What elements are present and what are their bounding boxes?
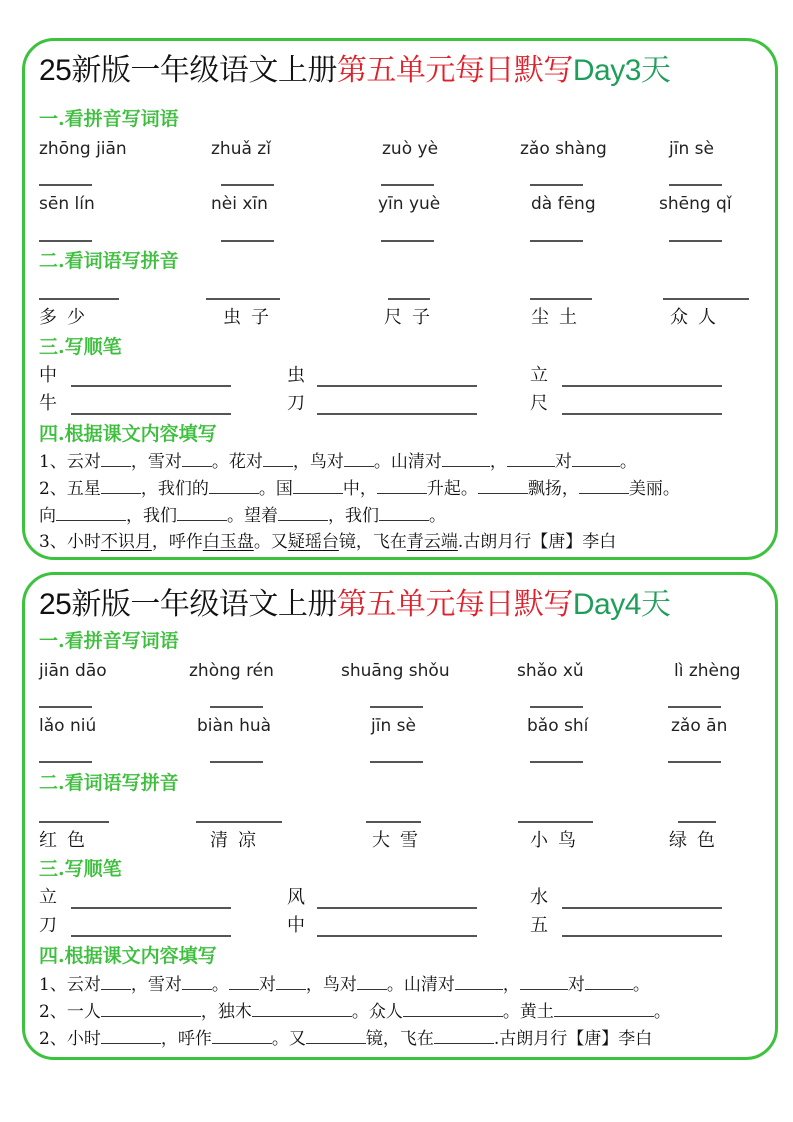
word-item: 尘土	[531, 307, 587, 328]
answer-blank[interactable]	[530, 706, 583, 708]
answer-blank[interactable]	[520, 972, 568, 990]
answer-blank[interactable]	[306, 1026, 366, 1044]
word-item: 红色	[39, 830, 95, 851]
stroke-blank[interactable]	[71, 385, 231, 387]
answer-blank[interactable]	[293, 476, 343, 494]
worksheet-day3	[22, 38, 778, 560]
stroke-blank[interactable]	[71, 413, 231, 415]
answer-blank[interactable]	[381, 184, 434, 186]
word-item: 众人	[670, 307, 726, 328]
answer-blank[interactable]	[196, 821, 282, 823]
stroke-char: 立	[530, 365, 548, 386]
stroke-blank[interactable]	[562, 413, 722, 415]
answer-blank[interactable]	[101, 972, 131, 990]
answer-blank[interactable]	[377, 476, 427, 494]
answer-blank[interactable]	[229, 972, 259, 990]
fill-line-2: 2、五星 ，我们的 。国 中， 升起。 飘扬， 美丽。	[39, 476, 680, 501]
pinyin-item: zhuǎ zǐ	[211, 139, 271, 159]
pinyin-item: jīn sè	[371, 716, 416, 736]
word-item: 绿色	[669, 830, 725, 851]
fill-line-4: 3、小时不识月，呼作白玉盘。又疑瑶台镜，飞在青云端.古朗月行【唐】李白	[39, 532, 617, 552]
answer-blank[interactable]	[252, 999, 352, 1017]
answer-blank[interactable]	[56, 503, 126, 521]
answer-blank[interactable]	[39, 184, 92, 186]
answer-blank[interactable]	[357, 972, 387, 990]
stroke-char: 牛	[39, 393, 57, 414]
stroke-char: 风	[287, 887, 305, 908]
answer-blank[interactable]	[669, 184, 722, 186]
pinyin-item: zǎo ān	[671, 716, 728, 736]
answer-blank[interactable]	[101, 476, 141, 494]
stroke-char: 五	[530, 915, 548, 936]
pinyin-item: zǎo shàng	[520, 139, 607, 159]
answer-blank[interactable]	[182, 449, 212, 467]
answer-blank[interactable]	[370, 761, 423, 763]
section-heading-fill-text: 四.根据课文内容填写	[39, 423, 217, 445]
answer-blank[interactable]	[101, 999, 201, 1017]
worksheet-day4	[22, 572, 778, 1060]
pinyin-item: biàn huà	[197, 716, 272, 736]
answer-blank[interactable]	[388, 298, 430, 300]
answer-blank[interactable]	[442, 449, 490, 467]
stroke-char: 立	[39, 887, 57, 908]
stroke-blank[interactable]	[317, 413, 477, 415]
section-heading-words-to-pinyin: 二.看词语写拼音	[39, 772, 179, 794]
answer-blank[interactable]	[344, 449, 374, 467]
answer-blank[interactable]	[221, 240, 274, 242]
answer-blank[interactable]	[455, 972, 503, 990]
answer-blank[interactable]	[518, 821, 593, 823]
section-heading-fill-text: 四.根据课文内容填写	[39, 945, 217, 967]
stroke-blank[interactable]	[562, 935, 722, 937]
section-heading-stroke-order: 三.写顺笔	[39, 858, 122, 880]
answer-blank[interactable]	[101, 1026, 161, 1044]
section-heading-stroke-order: 三.写顺笔	[39, 336, 122, 358]
word-item: 清凉	[210, 830, 266, 851]
answer-blank[interactable]	[478, 476, 528, 494]
word-item: 多少	[39, 307, 95, 328]
answer-blank[interactable]	[530, 761, 583, 763]
answer-blank[interactable]	[39, 761, 92, 763]
answer-blank[interactable]	[206, 298, 280, 300]
pinyin-item: sēn lín	[39, 194, 95, 214]
answer-blank[interactable]	[554, 999, 654, 1017]
answer-blank[interactable]	[530, 240, 583, 242]
answer-blank[interactable]	[585, 972, 633, 990]
title-prefix: 25新版一年级语文上册	[39, 588, 337, 621]
answer-blank[interactable]	[668, 761, 721, 763]
pinyin-item: lì zhèng	[674, 661, 741, 681]
stroke-blank[interactable]	[317, 385, 477, 387]
answer-blank[interactable]	[212, 1026, 272, 1044]
fill-line-1: 1、云对 ，雪对 。花对 ，鸟对 。山清对 ， 对 。	[39, 449, 637, 474]
answer-blank[interactable]	[263, 449, 293, 467]
answer-blank[interactable]	[381, 240, 434, 242]
section-heading-pinyin-to-words: 一.看拼音写词语	[39, 108, 179, 130]
answer-blank[interactable]	[221, 184, 274, 186]
pinyin-item: bǎo shí	[527, 716, 589, 736]
answer-blank[interactable]	[530, 298, 592, 300]
answer-blank[interactable]	[579, 476, 629, 494]
stroke-blank[interactable]	[562, 907, 722, 909]
pinyin-item: lǎo niú	[39, 716, 97, 736]
title-highlight: 第五单元每日默写	[336, 588, 573, 621]
section-heading-words-to-pinyin: 二.看词语写拼音	[39, 250, 179, 272]
fill-line-3: 向 ，我们 。望着 ，我们 。	[39, 503, 446, 528]
pinyin-item: dà fēng	[531, 194, 596, 214]
word-item: 小鸟	[530, 830, 586, 851]
answer-blank[interactable]	[403, 999, 503, 1017]
section-heading-pinyin-to-words: 一.看拼音写词语	[39, 630, 179, 652]
title-highlight: 第五单元每日默写	[336, 54, 573, 87]
pinyin-item: jīn sè	[669, 139, 714, 159]
stroke-blank[interactable]	[71, 935, 231, 937]
answer-blank[interactable]	[182, 972, 212, 990]
pinyin-item: jiān dāo	[39, 661, 107, 681]
stroke-char: 中	[287, 915, 305, 936]
stroke-char: 水	[530, 887, 548, 908]
answer-blank[interactable]	[507, 449, 555, 467]
title-prefix: 25新版一年级语文上册	[39, 54, 337, 87]
answer-blank[interactable]	[663, 298, 749, 300]
stroke-blank[interactable]	[562, 385, 722, 387]
answer-blank[interactable]	[276, 972, 306, 990]
stroke-char: 尺	[530, 393, 548, 414]
title-day: Day4天	[572, 588, 671, 621]
answer-blank[interactable]	[668, 706, 721, 708]
word-item: 大雪	[372, 830, 428, 851]
answer-blank[interactable]	[530, 184, 583, 186]
stroke-blank[interactable]	[71, 907, 231, 909]
word-item: 尺子	[384, 307, 440, 328]
stroke-blank[interactable]	[317, 935, 477, 937]
answer-blank[interactable]	[210, 706, 263, 708]
fill-line-2: 2、一人 ，独木 。众人 。黄土 。	[39, 999, 671, 1024]
answer-blank[interactable]	[210, 761, 263, 763]
stroke-char: 虫	[287, 365, 305, 386]
answer-blank[interactable]	[678, 821, 716, 823]
pinyin-item: zhōng jiān	[39, 139, 127, 159]
answer-blank[interactable]	[370, 706, 423, 708]
stroke-char: 刀	[287, 393, 305, 414]
answer-blank[interactable]	[209, 476, 259, 494]
sheet-title	[39, 585, 670, 625]
sheet-title	[39, 51, 670, 91]
answer-blank[interactable]	[379, 503, 429, 521]
stroke-blank[interactable]	[317, 907, 477, 909]
answer-blank[interactable]	[669, 240, 722, 242]
answer-blank[interactable]	[572, 449, 620, 467]
pinyin-item: shǎo xǔ	[517, 661, 584, 681]
answer-blank[interactable]	[434, 1026, 494, 1044]
fill-line-3: 2、小时 ，呼作 。又 镜，飞在 .古朗月行【唐】李白	[39, 1026, 652, 1051]
answer-blank[interactable]	[39, 240, 92, 242]
answer-blank[interactable]	[39, 821, 109, 823]
stroke-char: 刀	[39, 915, 57, 936]
answer-blank[interactable]	[278, 503, 328, 521]
answer-blank[interactable]	[366, 821, 421, 823]
pinyin-item: zuò yè	[382, 139, 439, 159]
answer-blank[interactable]	[101, 449, 131, 467]
word-item: 虫子	[223, 307, 279, 328]
answer-blank[interactable]	[39, 706, 92, 708]
answer-blank[interactable]	[177, 503, 227, 521]
pinyin-item: shuāng shǒu	[341, 661, 450, 681]
fill-line-1: 1、云对 ，雪对 。 对 ，鸟对 。山清对 ， 对 。	[39, 972, 650, 997]
pinyin-item: yīn yuè	[378, 194, 441, 214]
answer-blank[interactable]	[39, 298, 119, 300]
pinyin-item: shēng qǐ	[659, 194, 732, 214]
title-day: Day3天	[572, 54, 671, 87]
pinyin-item: zhòng rén	[189, 661, 274, 681]
pinyin-item: nèi xīn	[211, 194, 268, 214]
stroke-char: 中	[39, 365, 57, 386]
